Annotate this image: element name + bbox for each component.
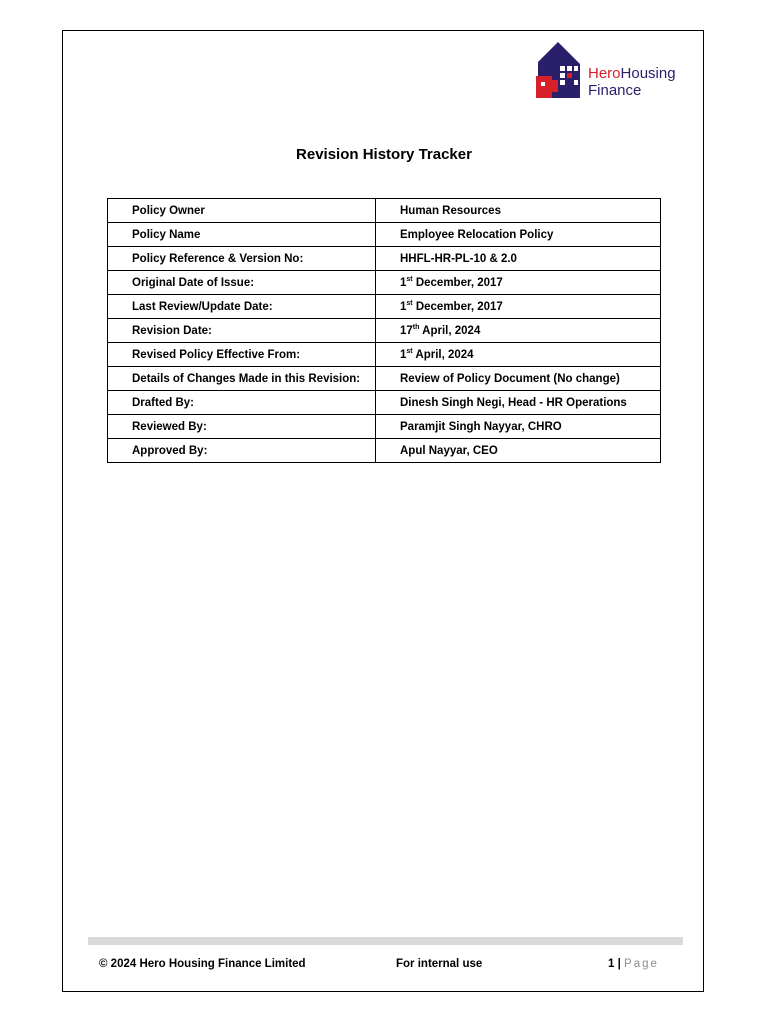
logo-wordmark: [588, 65, 676, 99]
footer-page-number: [608, 958, 659, 970]
row-label: Reviewed By:: [108, 415, 376, 439]
row-label: Policy Owner: [108, 199, 376, 223]
row-label: Last Review/Update Date:: [108, 295, 376, 319]
footer-copyright: © 2024 Hero Housing Finance Limited: [99, 958, 306, 970]
row-value: Review of Policy Document (No change): [376, 367, 661, 391]
row-label: Policy Name: [108, 223, 376, 247]
row-label: Original Date of Issue:: [108, 271, 376, 295]
row-value: 1st December, 2017: [376, 271, 661, 295]
footer-internal-use: For internal use: [396, 958, 483, 970]
page-word: Page: [624, 958, 659, 970]
table-row: [108, 367, 661, 391]
table-row: [108, 343, 661, 367]
row-value: Dinesh Singh Negi, Head - HR Operations: [376, 391, 661, 415]
row-value: 1st December, 2017: [376, 295, 661, 319]
row-value: Apul Nayyar, CEO: [376, 439, 661, 463]
row-value: 1st April, 2024: [376, 343, 661, 367]
row-value: Human Resources: [376, 199, 661, 223]
table-row: [108, 223, 661, 247]
table-row: [108, 391, 661, 415]
page-number: 1: [608, 958, 615, 970]
house-logo-icon: [536, 42, 586, 100]
row-value: Employee Relocation Policy: [376, 223, 661, 247]
row-label: Revised Policy Effective From:: [108, 343, 376, 367]
row-label: Revision Date:: [108, 319, 376, 343]
row-value: HHFL-HR-PL-10 & 2.0: [376, 247, 661, 271]
table-row: [108, 295, 661, 319]
row-label: Drafted By:: [108, 391, 376, 415]
footer-divider: [88, 937, 683, 945]
table-row: [108, 271, 661, 295]
page-border: [62, 30, 704, 992]
table-row: [108, 199, 661, 223]
row-label: Details of Changes Made in this Revision:: [108, 367, 376, 391]
revision-history-table: [107, 198, 661, 463]
table-row: [108, 415, 661, 439]
logo-finance-text: Finance: [588, 82, 642, 99]
table-row: [108, 439, 661, 463]
logo-hero-text: Hero: [588, 65, 621, 82]
company-logo: [536, 42, 688, 102]
table-row: [108, 319, 661, 343]
row-label: Policy Reference & Version No:: [108, 247, 376, 271]
row-value: 17th April, 2024: [376, 319, 661, 343]
page-separator: |: [617, 958, 621, 970]
row-value: Paramjit Singh Nayyar, CHRO: [376, 415, 661, 439]
table-row: [108, 247, 661, 271]
row-label: Approved By:: [108, 439, 376, 463]
logo-housing-text: Housing: [620, 65, 676, 82]
page-title: Revision History Tracker: [296, 146, 472, 163]
